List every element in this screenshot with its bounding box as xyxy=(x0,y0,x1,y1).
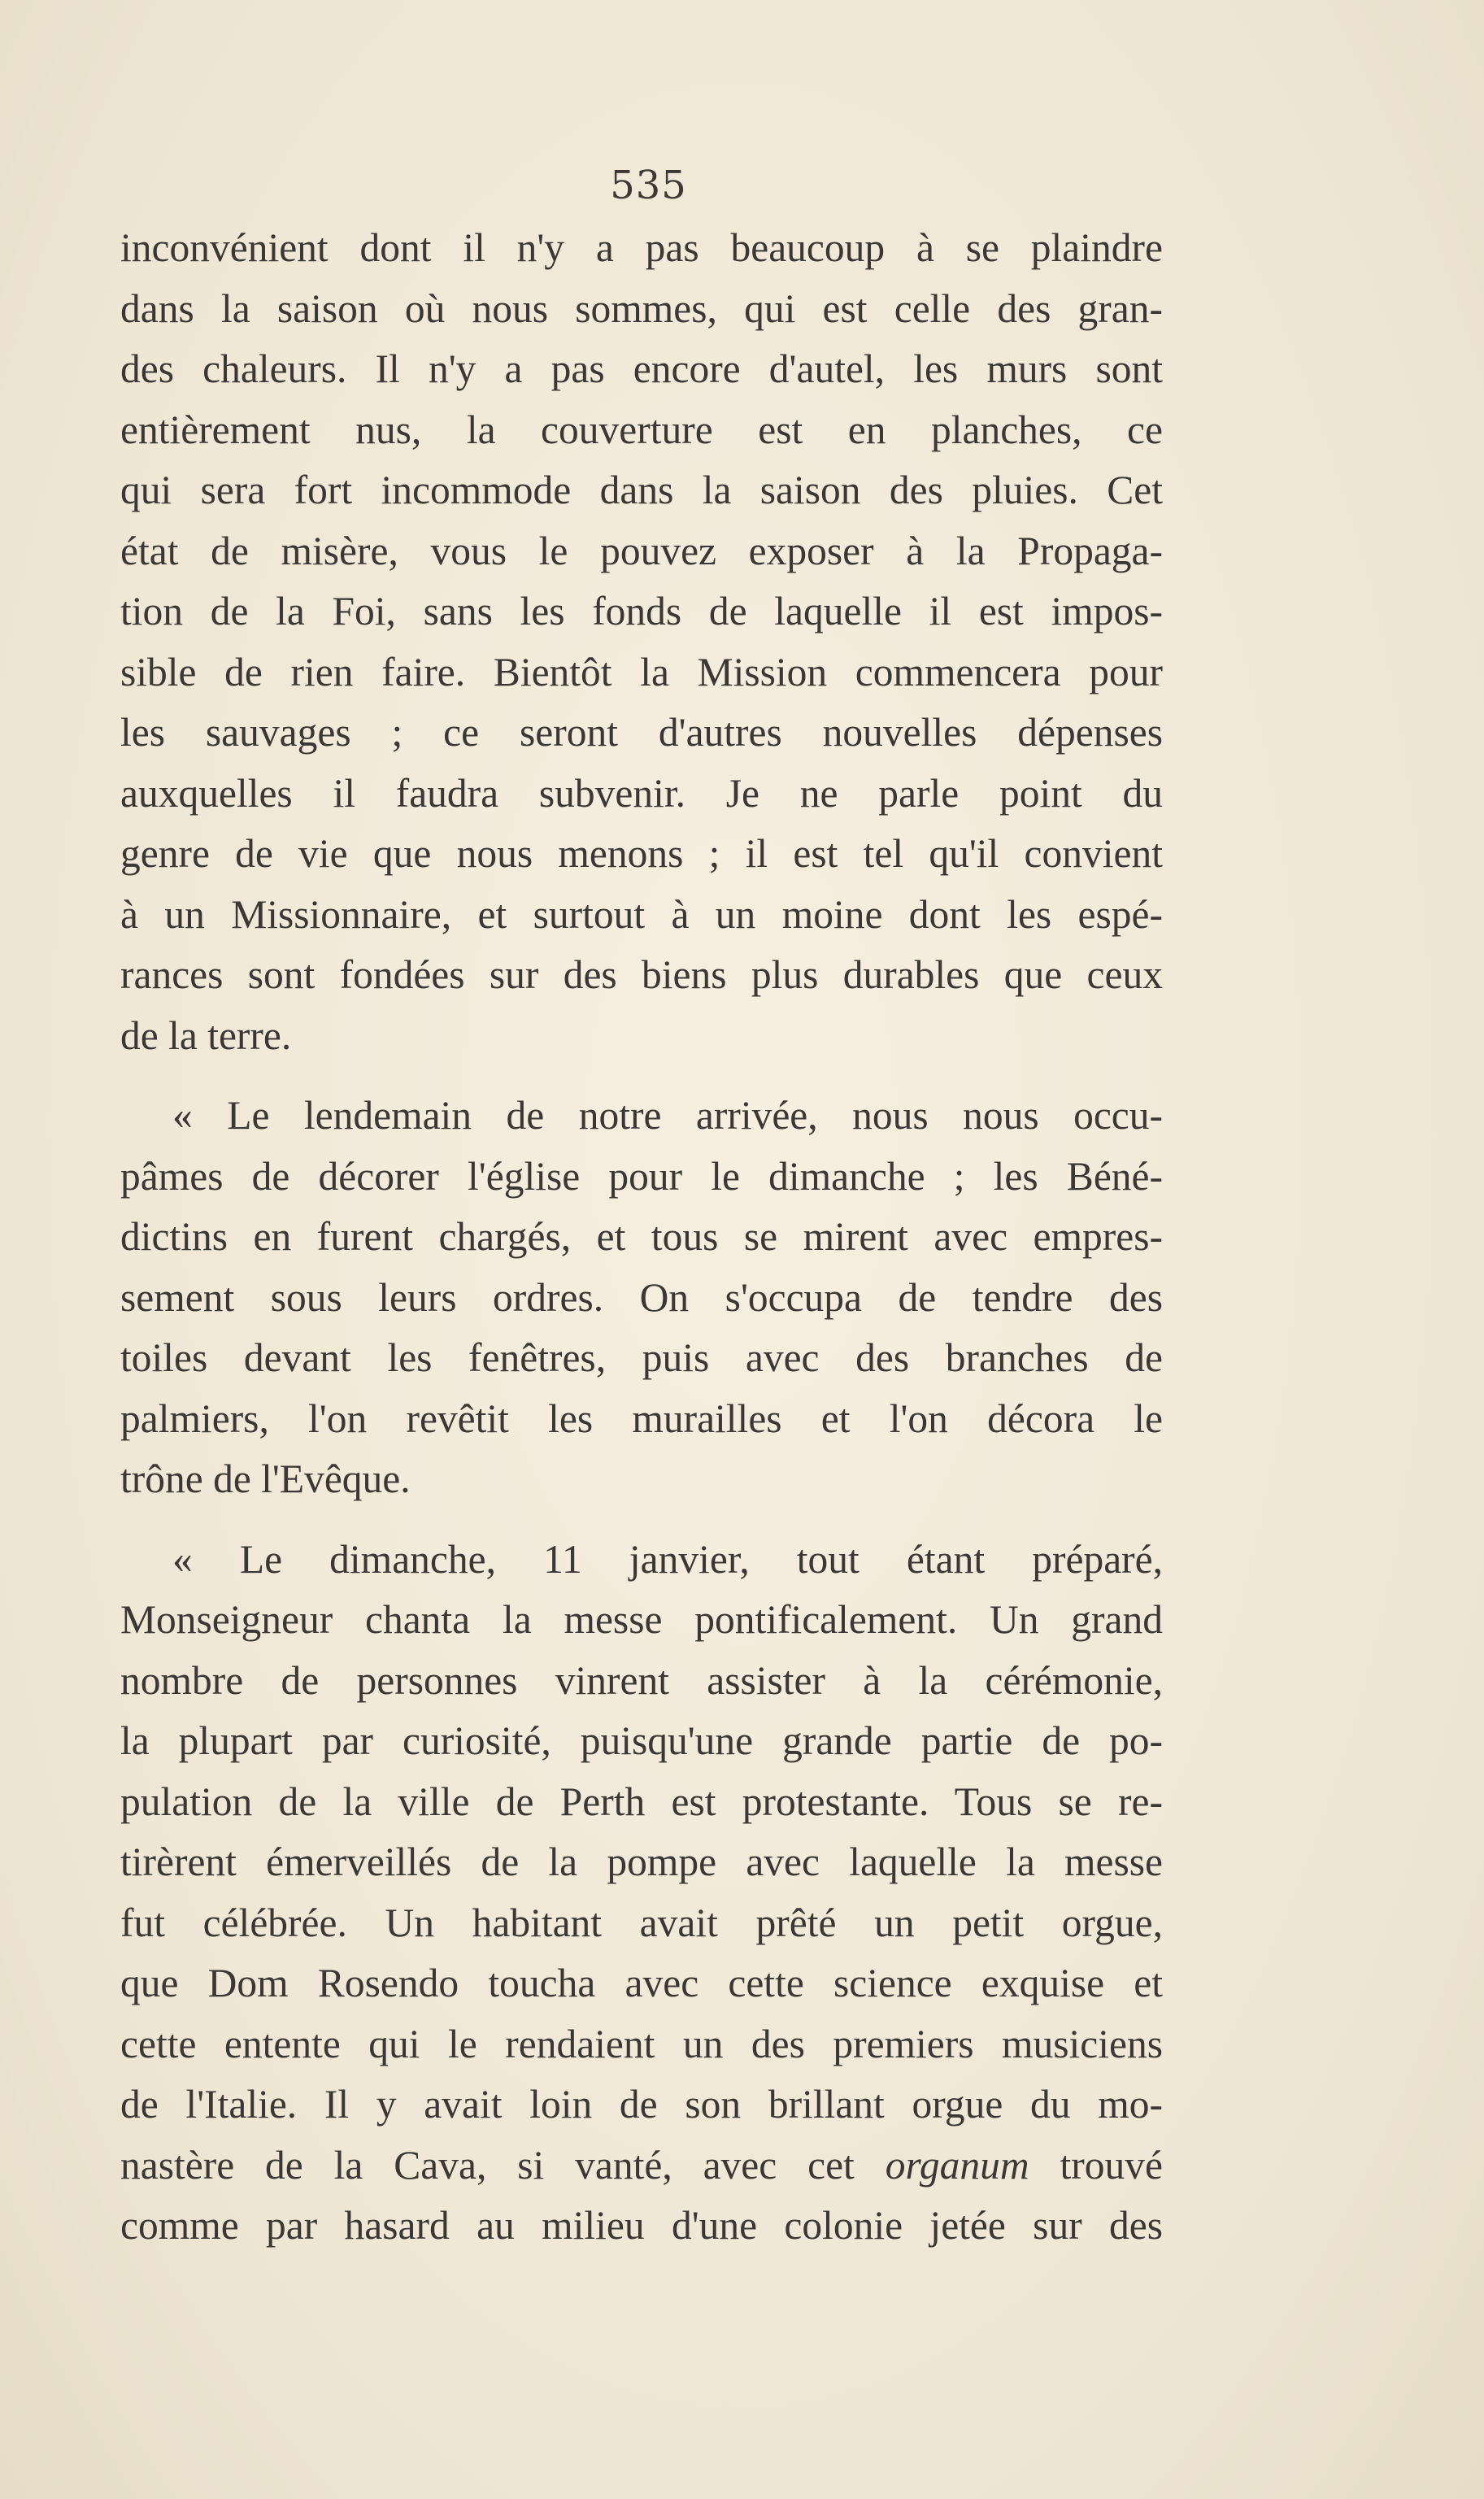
text-segment: nastère de la Cava, si vanté, avec cet xyxy=(120,2142,855,2188)
text-line-with-italic xyxy=(120,2135,1163,2196)
text-line: tion de la Foi, sans les fonds de laquelle il est impos- xyxy=(120,589,1163,633)
text-line: « Le dimanche, 11 janvier, tout étant préparé, xyxy=(172,1536,1163,1582)
text-line: les sauvages ; ce seront d'autres nouvelles dépenses xyxy=(120,710,1163,755)
text-line: la plupart par curiosité, puisqu'une grande partie de po- xyxy=(120,1718,1163,1763)
text-segment: trouvé xyxy=(1029,2142,1163,2188)
paragraph-2 xyxy=(120,1086,1163,1510)
text-line: Monseigneur chanta la messe pontificalement. Un grand xyxy=(120,1597,1163,1642)
text-line: rances sont fondées sur des biens plus durables que ceux xyxy=(120,952,1163,997)
text-line: toiles devant les fenêtres, puis avec des branches de xyxy=(120,1335,1163,1380)
italic-word: organum xyxy=(885,2142,1029,2188)
text-line: de la terre. xyxy=(120,1012,292,1058)
text-line: comme par hasard au milieu d'une colonie jetée sur des xyxy=(120,2203,1163,2248)
page-number: 535 xyxy=(610,163,687,208)
text-line: fut célébrée. Un habitant avait prêté un petit orgue, xyxy=(120,1900,1163,1945)
text-line: auxquelles il faudra subvenir. Je ne parle point du xyxy=(120,770,1163,816)
text-line: de l'Italie. Il y avait loin de son brillant orgue du mo- xyxy=(120,2082,1163,2127)
text-line: des chaleurs. Il n'y a pas encore d'autel, les murs sont xyxy=(120,346,1163,391)
text-line: état de misère, vous le pouvez exposer à la Propaga- xyxy=(120,528,1163,573)
text-line: trône de l'Evêque. xyxy=(120,1456,411,1501)
text-line: sible de rien faire. Bientôt la Mission commencera pour xyxy=(120,649,1163,694)
text-line: sement sous leurs ordres. On s'occupa de tendre des xyxy=(120,1274,1163,1320)
text-line: à un Missionnaire, et surtout à un moine dont les espé- xyxy=(120,891,1163,937)
text-line: nombre de personnes vinrent assister à la cérémonie, xyxy=(120,1657,1163,1703)
text-line: genre de vie que nous menons ; il est tel qu'il convient xyxy=(120,831,1163,876)
text-line: cette entente qui le rendaient un des premiers musiciens xyxy=(120,2021,1163,2066)
paragraph-3 xyxy=(120,1530,1163,2257)
body-text xyxy=(120,218,1163,2257)
text-line: palmiers, l'on revêtit les murailles et l'on décora le xyxy=(120,1395,1163,1441)
text-line: entièrement nus, la couverture est en planches, ce xyxy=(120,407,1163,452)
text-line: « Le lendemain de notre arrivée, nous nous occu- xyxy=(172,1093,1163,1138)
text-line: que Dom Rosendo toucha avec cette science exquise et xyxy=(120,1961,1163,2005)
text-line: tirèrent émerveillés de la pompe avec laquelle la messe xyxy=(120,1839,1163,1884)
text-line: qui sera fort incommode dans la saison des pluies. Cet xyxy=(120,468,1163,512)
text-line: pulation de la ville de Perth est protestante. Tous se re- xyxy=(120,1778,1163,1824)
text-line: dictins en furent chargés, et tous se mirent avec empres- xyxy=(120,1214,1163,1259)
paragraph-1 xyxy=(120,218,1163,1066)
text-line: pâmes de décorer l'église pour le dimanche ; les Béné- xyxy=(120,1153,1163,1199)
text-line: inconvénient dont il n'y a pas beaucoup à se plaindre xyxy=(120,225,1163,270)
text-line: dans la saison où nous sommes, qui est celle des gran- xyxy=(120,285,1163,331)
